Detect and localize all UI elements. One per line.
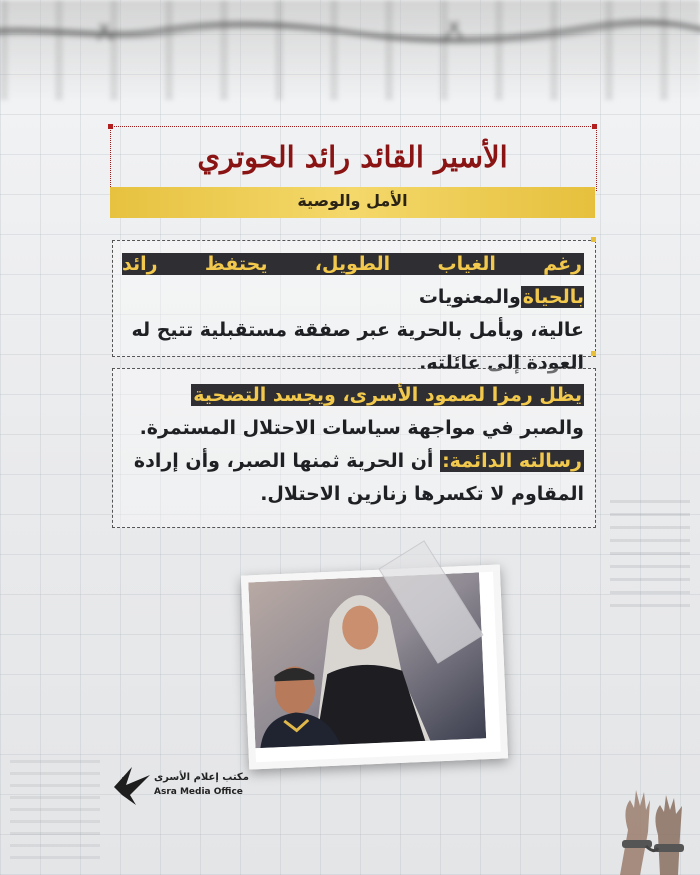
text-segment: أن الحرية ثمنها الصبر، وأن إرادة	[133, 450, 434, 472]
paragraph-hope	[122, 248, 584, 380]
frame-corner-right	[592, 124, 597, 129]
family-photo	[241, 564, 508, 769]
highlight-text: رغم الغياب الطويل، يحتفظ رائد بالحياة	[122, 253, 584, 308]
prison-bars-background	[0, 0, 700, 100]
frame-corner-left	[108, 124, 113, 129]
paragraph-message	[122, 379, 584, 511]
background-text-left	[10, 760, 100, 860]
text-segment: والمعنويات	[418, 286, 521, 308]
background-text-right	[610, 500, 690, 610]
chained-hands-icon	[600, 770, 695, 875]
highlight-text: رسالته الدائمة:	[442, 450, 582, 472]
logo-english-text: Asra Media Office	[154, 787, 243, 797]
text-line: عالية، ويأمل بالحرية عبر صفقة مستقبلية تتيح له	[131, 319, 584, 341]
page-title: الأسير القائد رائد الحوتري	[197, 140, 508, 174]
box-corner-dot	[591, 351, 596, 356]
barbed-wire-decoration	[0, 18, 700, 44]
asra-media-office-logo-icon	[112, 765, 152, 807]
text-line: المقاوم لا تكسرها زنازين الاحتلال.	[260, 483, 584, 505]
box-corner-dot	[591, 237, 596, 242]
highlight-text: يظل رمزا لصمود الأسرى، ويجسد التضحية	[193, 384, 582, 406]
logo-arabic-text: مكتب إعلام الأسرى	[154, 772, 249, 783]
page-subtitle: الأمل والوصية	[297, 191, 408, 210]
text-line: العودة إلى عائلته.	[419, 352, 584, 374]
text-line: والصبر في مواجهة سياسات الاحتلال المستمرة.	[139, 417, 584, 439]
